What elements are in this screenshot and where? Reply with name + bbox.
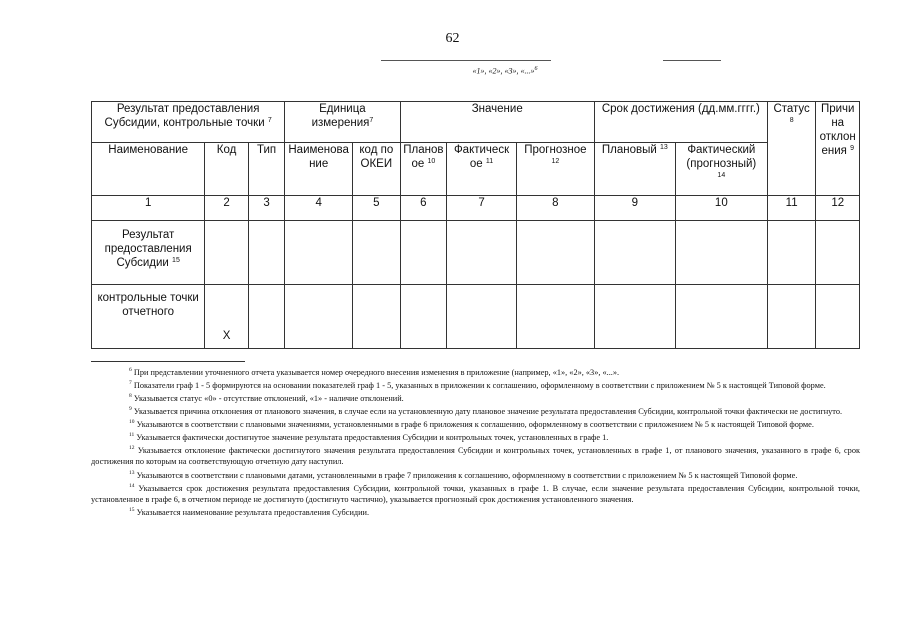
column-number: 1 (92, 196, 205, 221)
column-number: 5 (353, 196, 401, 221)
table-cell (767, 285, 816, 349)
header-result: Результат предоставления Субсидии, контрольные точки $^7$ (92, 102, 285, 143)
row-code-cell: X (205, 285, 249, 349)
footnote-separator (91, 361, 245, 362)
table-cell (353, 221, 401, 285)
signature-line-right (663, 60, 721, 61)
header-row-2 (92, 143, 860, 196)
row-label: Результат предоставления Субсидии $^{15}$ (92, 221, 205, 285)
footnote-12: $^{12}$ Указывается отклонение фактически достигнутого значения результата предоставления Субсидии и контрольных точек, установленных в графе 1, от планового значения, указанного в графе 6, срок достижения по которым на соответствующую отчетную дату наступил. (91, 445, 861, 467)
column-number: 9 (594, 196, 675, 221)
table-cell (205, 221, 249, 285)
row-label: контрольные точки отчетного (92, 285, 205, 349)
table-cell (516, 221, 594, 285)
column-number: 7 (447, 196, 517, 221)
table-cell (516, 285, 594, 349)
table-cell (248, 285, 284, 349)
table-cell (353, 285, 401, 349)
header-code: Код (205, 143, 249, 196)
footnote-10: $^{10}$ Указываются в соответствии с плановыми значениями, установленными в графе 6 приложения к соглашению, оформленному в соответствии с приложением № 5 к настоящей Типовой форме. (129, 419, 814, 430)
header-actual: Фактическ ое $^{11}$ (447, 143, 517, 196)
column-number: 12 (816, 196, 860, 221)
column-number: 2 (205, 196, 249, 221)
column-number: 10 (675, 196, 767, 221)
table-cell (285, 221, 353, 285)
page-number: 62 (445, 31, 460, 46)
table-row-result (92, 221, 860, 285)
signature-line-left (381, 60, 551, 61)
table-cell (816, 285, 860, 349)
header-status: Статус $^8$ (767, 102, 816, 196)
table-cell (285, 285, 353, 349)
header-reason: Причи на отклон ения $^9$ (816, 102, 860, 196)
revision-placeholder-ref: 6 (534, 66, 538, 72)
header-type: Тип (248, 143, 284, 196)
footnotes (91, 365, 860, 518)
footnote-14: $^{14}$ Указывается срок достижения результата предоставления Субсидии, контрольной точки, указанных в графе 1. В случае, если значение результата предоставления Субсидии, контрольной точки, установленное в графе 6, в отчетном периоде не достигнуто (достигнуто частично), указывается прогнозный срок достижения установленного значения. (91, 482, 861, 504)
header-forecast: Прогнозное $^{12}$ (516, 143, 594, 196)
header-name: Наименование (92, 143, 205, 196)
table-cell (816, 221, 860, 285)
column-number: 8 (516, 196, 594, 221)
header-okei: код по ОКЕИ (353, 143, 401, 196)
table-cell (248, 221, 284, 285)
header-unit-name: Наименова ние (285, 143, 353, 196)
footnote-11: $^{11}$ Указывается фактически достигнутое значение результата предоставления Субсидии и контрольных точек, установленных в графе 1. (129, 432, 609, 443)
header-deadline: Срок достижения (дд.мм.гггг.) (594, 102, 767, 143)
table-cell (675, 221, 767, 285)
column-number: 3 (248, 196, 284, 221)
table-cell (400, 285, 447, 349)
footnote-8: $^8$ Указывается статус «0» - отсутствие отклонений, «1» - наличие отклонений. (129, 393, 404, 403)
header-value: Значение (400, 102, 594, 143)
table-cell (594, 221, 675, 285)
revision-number-placeholder (380, 66, 630, 76)
table-cell (767, 221, 816, 285)
table-cell (447, 221, 517, 285)
table-cell (447, 285, 517, 349)
footnote-6: $^6$ При представлении уточненного отчета указывается номер очередного внесения изменения в приложение (например, «1», «2», «3», «...». (129, 367, 620, 377)
table-row-checkpoints (92, 285, 860, 349)
footnote-15: $^{15}$ Указывается наименование результата предоставления Субсидии. (129, 507, 370, 517)
column-number: 4 (285, 196, 353, 221)
revision-placeholder-text: «1», «2», «3», «...» (472, 66, 535, 76)
header-row-1 (92, 102, 860, 143)
table-cell (594, 285, 675, 349)
header-date-actual: Фактический (прогнозный) $^{14}$ (675, 143, 767, 196)
column-number-row (92, 196, 860, 221)
header-unit: Единица измерения$^7$ (285, 102, 400, 143)
footnote-9: $^9$ Указывается причина отклонения от планового значения, в случае если на установленную дату плановое значение результата предоставления Субсидии, контрольной точки фактически не достигнуто. (129, 406, 843, 416)
table-cell (675, 285, 767, 349)
footnote-7: $^7$ Показатели граф 1 - 5 формируются на основании показателей граф 1 - 5, указанных в приложении к соглашению, оформленному в соответствии с приложением № 5 к настоящей Типовой форме. (129, 380, 826, 390)
footnote-13: $^{13}$ Указываются в соответствии с плановыми датами, установленными в графе 7 приложения к соглашению, оформленному в соответствии с приложением № 5 к настоящей Типовой форме. (129, 469, 798, 480)
column-number: 6 (400, 196, 447, 221)
header-planned: Планов ое $^{10}$ (400, 143, 447, 196)
table-cell (400, 221, 447, 285)
header-date-planned: Плановый $^{13}$ (594, 143, 675, 196)
column-number: 11 (767, 196, 816, 221)
results-table (91, 101, 860, 349)
